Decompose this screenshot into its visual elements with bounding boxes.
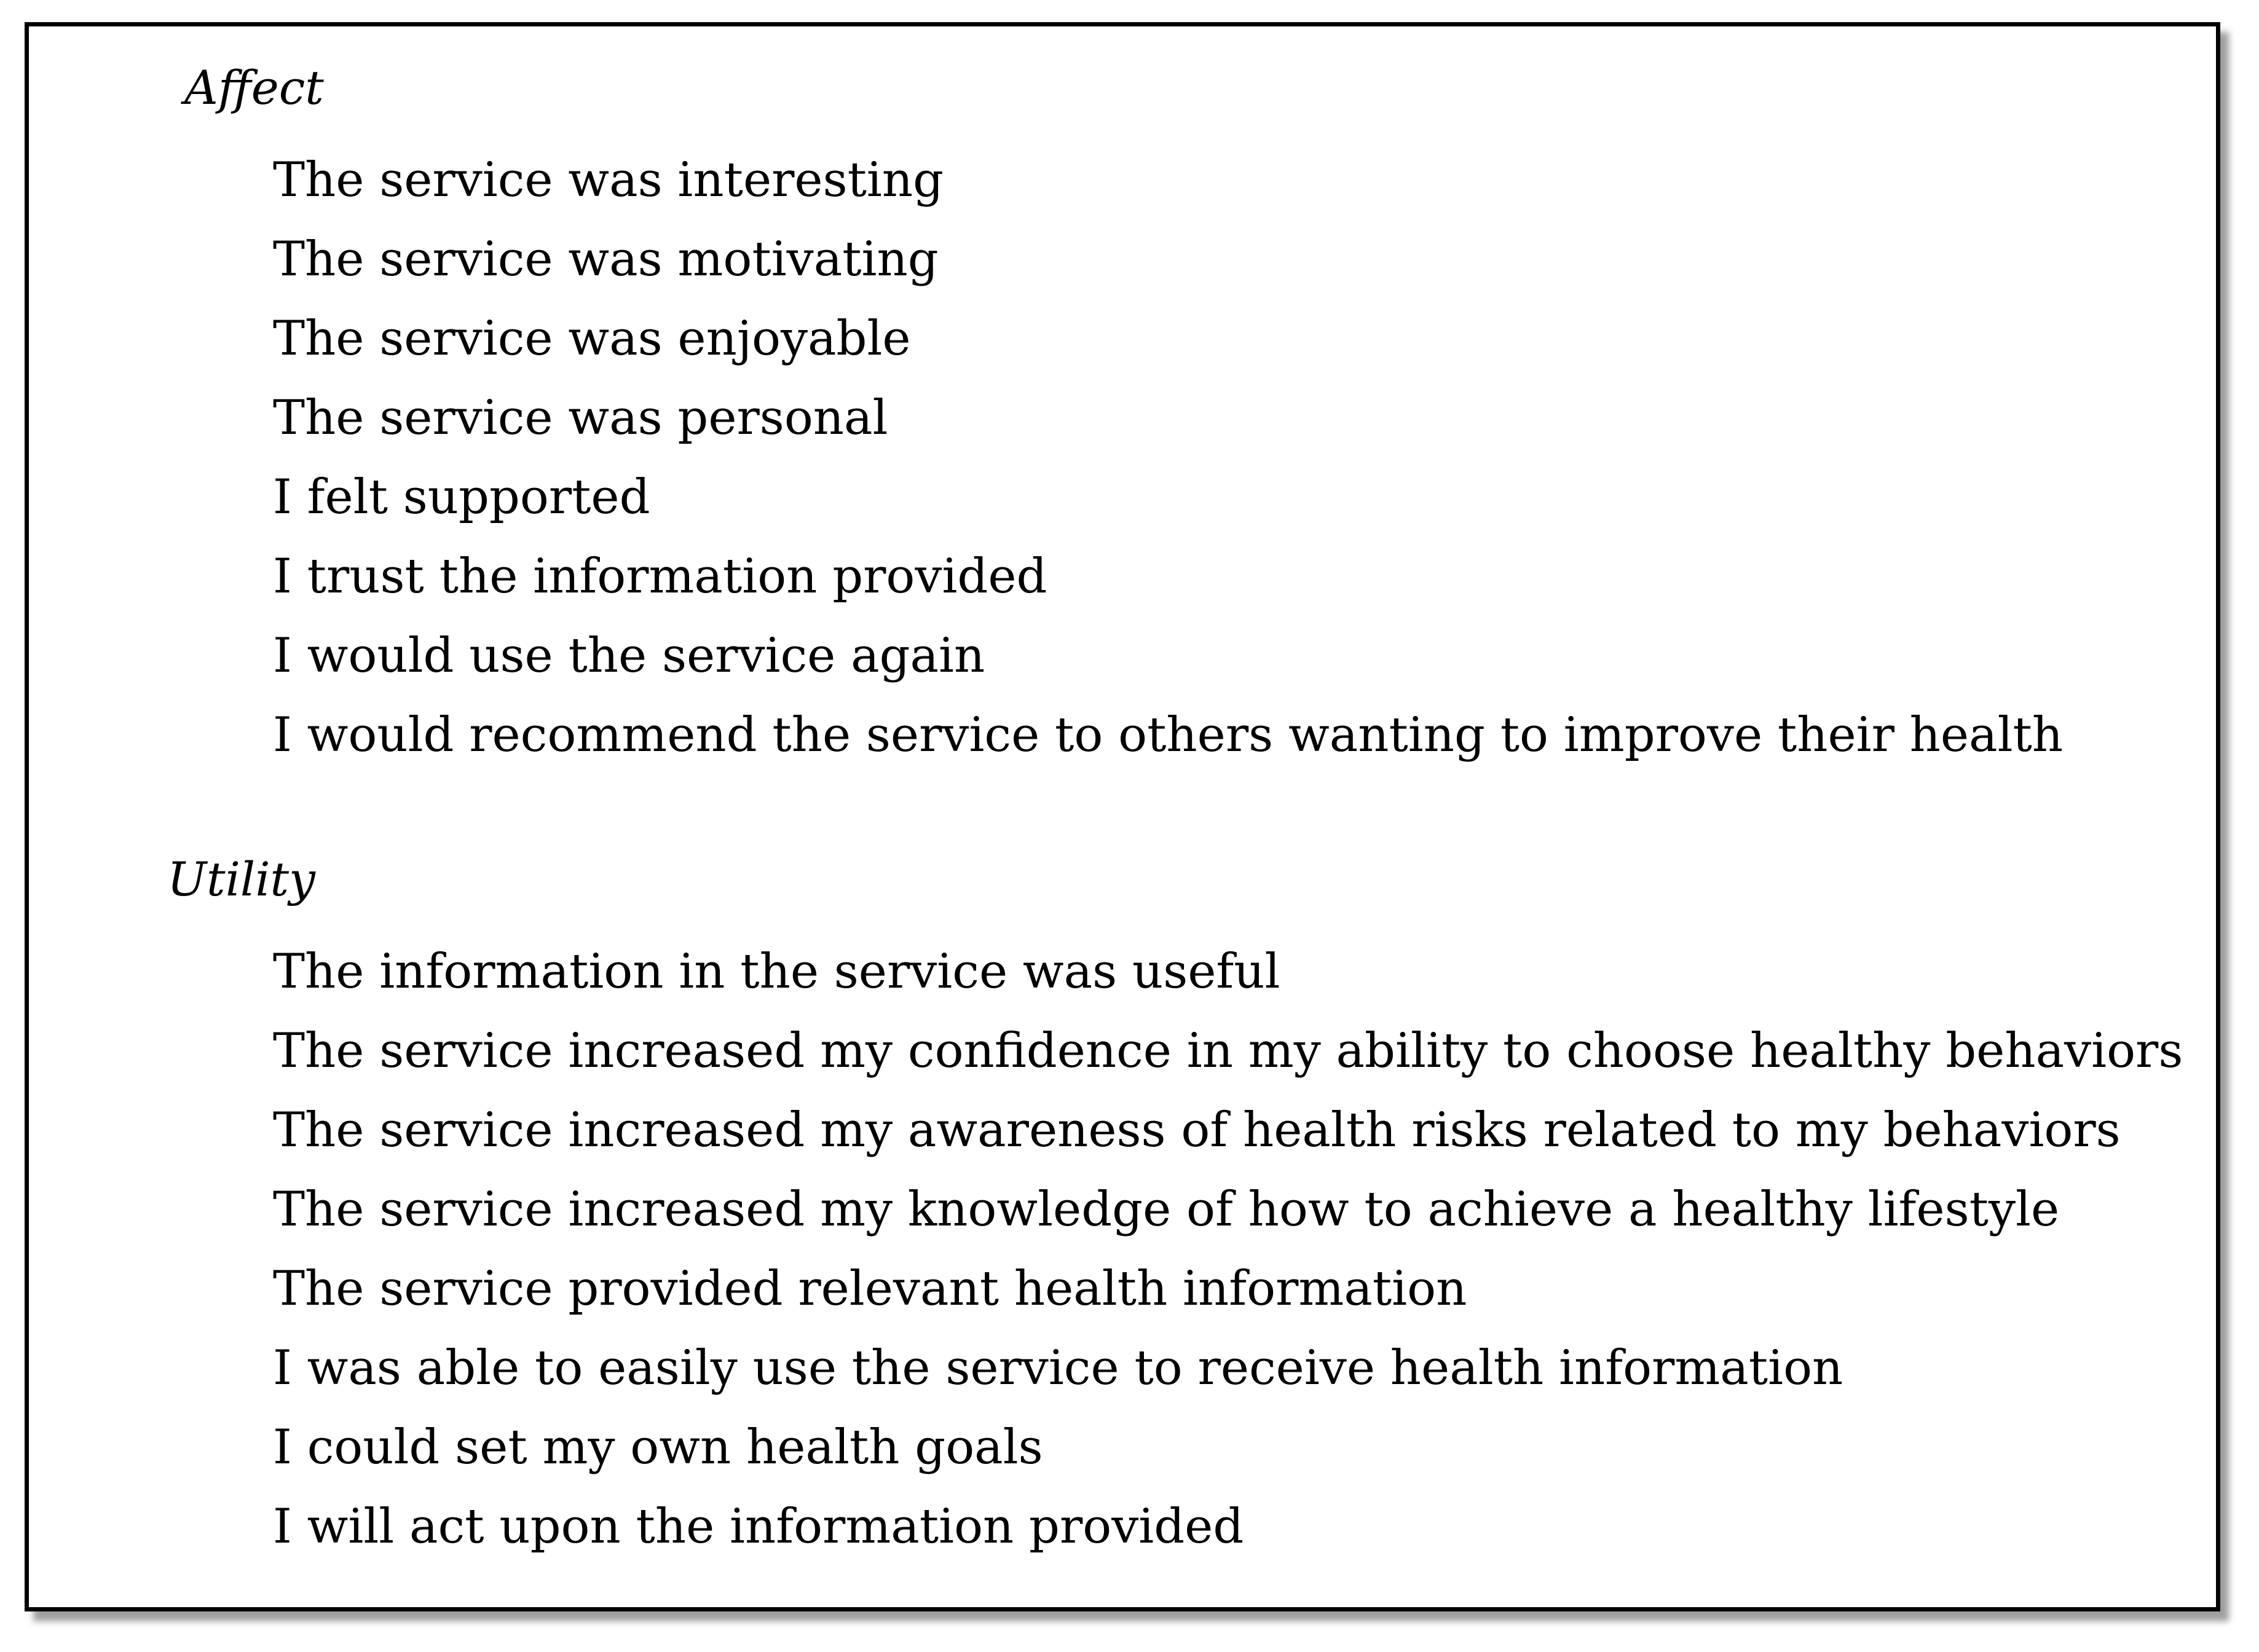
list-item: The service was enjoyable bbox=[273, 311, 911, 366]
list-item: The service was interesting bbox=[273, 152, 944, 208]
list-item: The information in the service was useful bbox=[273, 944, 1280, 999]
list-item: I felt supported bbox=[273, 470, 650, 525]
list-item: I trust the information provided bbox=[273, 549, 1047, 604]
list-item: The service provided relevant health information bbox=[273, 1261, 1467, 1316]
list-item: I could set my own health goals bbox=[273, 1420, 1043, 1475]
list-item: I was able to easily use the service to receive health information bbox=[273, 1340, 1843, 1396]
list-item: The service was motivating bbox=[273, 232, 939, 287]
list-item: The service increased my awareness of health risks related to my behaviors bbox=[273, 1103, 2121, 1158]
section-title-affect: Affect bbox=[184, 60, 324, 115]
affect-item-list bbox=[273, 141, 2063, 775]
section-title-utility: Utility bbox=[167, 852, 315, 907]
list-item: I would use the service again bbox=[273, 628, 985, 683]
list-item: The service increased my confidence in my ability to choose healthy behaviors bbox=[273, 1023, 2183, 1079]
list-item: I would recommend the service to others wanting to improve their health bbox=[273, 707, 2064, 763]
utility-item-list bbox=[273, 932, 2183, 1567]
questionnaire-box bbox=[25, 22, 2220, 1611]
list-item: The service increased my knowledge of how to achieve a healthy lifestyle bbox=[273, 1182, 2060, 1237]
list-item: I will act upon the information provided bbox=[273, 1499, 1244, 1554]
list-item: The service was personal bbox=[273, 390, 888, 446]
